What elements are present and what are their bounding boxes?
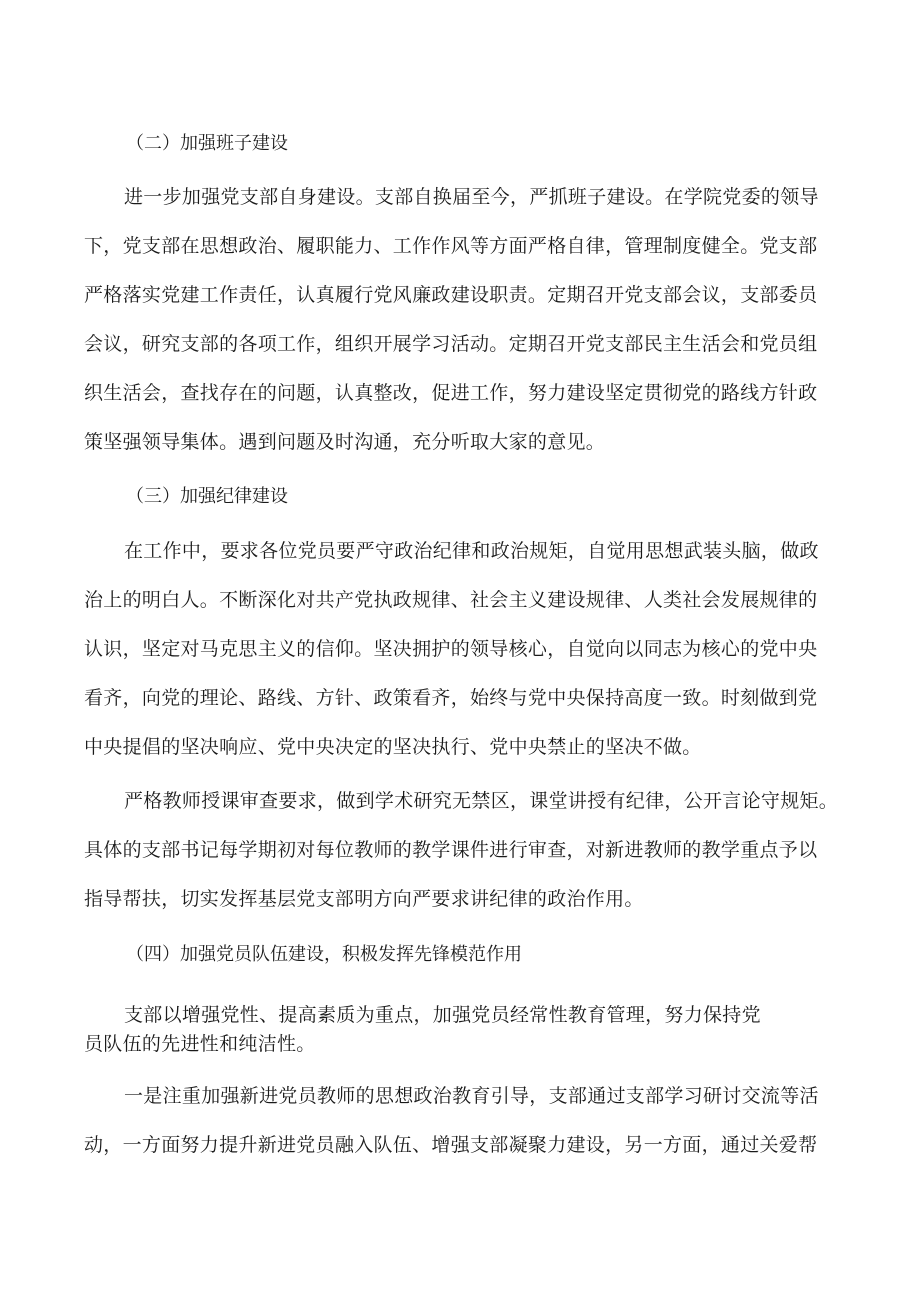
paragraph-line: 严格教师授课审查要求，做到学术研究无禁区，课堂讲授有纪律，公开言论守规矩。	[124, 790, 839, 812]
paragraph-line: 具体的支部书记每学期初对每位教师的教学课件进行审查，对新进教师的教学重点予以	[84, 839, 818, 861]
paragraph-line: 指导帮扶，切实发挥基层党支部明方向严要求讲纪律的政治作用。	[84, 888, 644, 910]
paragraph-line: 一是注重加强新进党员教师的思想政治教育引导，支部通过支部学习研讨交流等活	[124, 1085, 819, 1107]
section-2-heading: （二）加强班子建设	[126, 133, 288, 154]
paragraph-line: 进一步加强党支部自身建设。支部自换届至今，严抓班子建设。在学院党委的领导	[124, 186, 819, 208]
paragraph-line: 治上的明白人。不断深化对共产党执政规律、社会主义建设规律、人类社会发展规律的	[84, 589, 818, 611]
paragraph-line: 会议，研究支部的各项工作，组织开展学习活动。定期召开党支部民主生活会和党员组	[84, 333, 818, 355]
section-4-heading: （四）加强党员队伍建设，积极发挥先锋模范作用	[126, 944, 522, 965]
paragraph-line: 织生活会，查找存在的问题，认真整改，促进工作，努力建设坚定贯彻党的路线方针政	[84, 382, 818, 404]
paragraph-line: 下，党支部在思想政治、履职能力、工作作风等方面严格自律，管理制度健全。党支部	[84, 235, 818, 257]
paragraph-line: 策坚强领导集体。遇到问题及时沟通，充分听取大家的意见。	[84, 431, 606, 453]
paragraph-line: 支部以增强党性、提高素质为重点，加强党员经常性教育管理，努力保持党	[124, 1004, 761, 1026]
paragraph-line: 中央提倡的坚决响应、党中央决定的坚决执行、党中央禁止的坚决不做。	[84, 736, 702, 758]
paragraph-line: 看齐，向党的理论、路线、方针、政策看齐，始终与党中央保持高度一致。时刻做到党	[84, 687, 818, 709]
paragraph-line: 在工作中，要求各位党员要严守政治纪律和政治规矩，自觉用思想武装头脑，做政	[124, 540, 819, 562]
paragraph-line: 员队伍的先进性和纯洁性。	[84, 1033, 316, 1055]
paragraph-line: 认识，坚定对马克思主义的信仰。坚决拥护的领导核心，自觉向以同志为核心的党中央	[84, 638, 818, 660]
paragraph-line: 严格落实党建工作责任，认真履行党风廉政建设职责。定期召开党支部会议，支部委员	[84, 284, 818, 306]
paragraph-line: 动，一方面努力提升新进党员融入队伍、增强支部凝聚力建设，另一方面，通过关爱帮	[84, 1134, 818, 1156]
section-3-heading: （三）加强纪律建设	[126, 486, 288, 507]
